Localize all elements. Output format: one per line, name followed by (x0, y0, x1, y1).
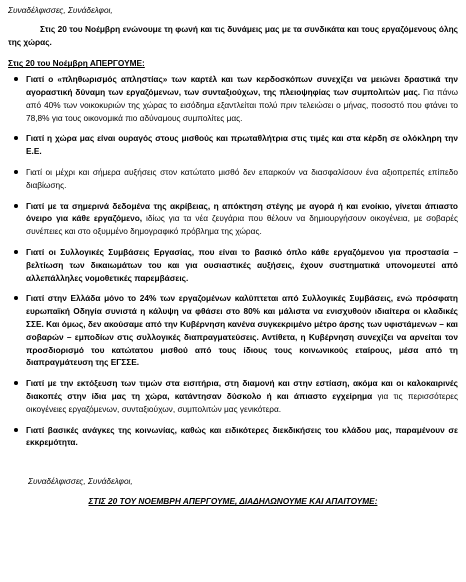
greeting: Συναδέλφισσες, Συνάδελφοι, (8, 5, 113, 15)
reason-regular-text: για τις περισσότερες οικογένειες εργαζόμενων, συνταξιούχων, συμπολιτών μας γενικότερα. (26, 390, 458, 414)
strike-heading-text: Στις 20 του Νοέμβρη ΑΠΕΡΓΟΥΜΕ: (8, 58, 145, 69)
reason-bold-text: Γιατί βασικές ανάγκες της κοινωνίας, καθώς και ειδικότερες διεκδικήσεις του κλάδου μας, παραμένουν σε εκκρεμότητα. (26, 424, 458, 448)
reason-item (8, 292, 458, 369)
reason-item (8, 73, 458, 124)
reason-item (8, 424, 458, 450)
reason-item (8, 166, 458, 192)
reason-item (8, 246, 458, 284)
intro-paragraph: Στις 20 του Νοέμβρη ενώνουμε τη φωνή και τις δυνάμεις μας με τα συνδικάτα και τους εργαζόμενους όλης της χώρας. (8, 23, 458, 47)
reason-bold-text: Γιατί στην Ελλάδα μόνο το 24% των εργαζομένων καλύπτεται από Συλλογικές Συμβάσεις, ενώ πρόσφατη ευρωπαϊκή Οδηγία συνιστά η κάλυψη να φθάσει στο 80% και μάλιστα να ενισχυθούν ιδιαίτερα οι κλαδικές ΣΣΕ. Και όμως, δεν ακούσαμε από την Κυβέρνηση κανένα συγκεκριμένο μέτρο άρσης των υφιστάμενων – και σοβαρών – εμποδίων στις συλλογικές διαπραγματεύσεις. Αντίθετα, η Κυβέρνηση συνεχίζει να αρνείται τον προσδιορισμό του κατώτατου μισθού από τους ίδιους τους κοινωνικούς εταίρους, μέσα από τη διαπραγμάτευση της ΕΓΣΣΕ. (26, 293, 458, 368)
reason-regular-text: Γιατί οι μέχρι και σήμερα αυξήσεις στον κατώτατο μισθό δεν επαρκούν να διασφαλίσουν ένα αξιοπρεπές επίπεδο διαβίωσης. (26, 166, 458, 190)
reason-bold-text: Γιατί οι Συλλογικές Συμβάσεις Εργασίας, που είναι το βασικό όπλο κάθε εργαζόμενου για προστασία – βελτίωση των δικαιωμάτων του και για ουσιαστικές αυξήσεις, έχουν συστηματικά υπονομευτεί από αλλεπάλληλες νομοθετικές παρεμβάσεις. (26, 246, 458, 283)
reason-item (8, 132, 458, 158)
reason-bold-text: Γιατί ο «πληθωρισμός απληστίας» των καρτέλ και των κερδοσκόπων συνεχίζει να μειώνει δραστικά την αγοραστική δύναμη των εργαζόμενων, των συνταξιούχων, της πλειοψηφίας των συμπολιτών μας. (26, 74, 458, 97)
final-demand: ΣΤΙΣ 20 ΤΟΥ ΝΟΕΜΒΡΗ ΑΠΕΡΓΟΥΜΕ, ΔΙΑΔΗΛΩΝΟΥΜΕ ΚΑΙ ΑΠΑΙΤΟΥΜΕ: (88, 495, 378, 506)
reason-bold-text: Γιατί με τα σημερινά δεδομένα της ακρίβειας, η απόκτηση στέγης με αγορά ή και ενοίκιο, γίνεται άπιαστο όνειρο για κάθε εργαζόμενο, (26, 200, 458, 224)
reason-item (8, 200, 458, 238)
closing-greeting: Συναδέλφισσες, Συνάδελφοι, (28, 476, 133, 487)
reason-regular-text: ιδίως για τα νέα ζευγάρια που θέλουν να δημιουργήσουν οικογένεια, με σοβαρές συνέπειες και στο οξυμμένο δημογραφικό πρόβλημα της χώρας. (26, 213, 458, 237)
reason-bold-text: Γιατί η χώρα μας είναι ουραγός στους μισθούς και πρωταθλήτρια στις τιμές και στα κέρδη σε ολόκληρη την Ε.Ε. (26, 133, 458, 157)
reasons-list (8, 73, 458, 449)
reason-regular-text: Για πάνω από 40% των νοικοκυριών της χώρας το εισόδημα εξαντλείται πολύ πριν τελειώσει ο μήνας, ποσοστό που φτάνει το 78,8% για τους οικονομικά πιο αδύναμους συμπολίτες μας. (26, 86, 458, 123)
reason-bold-text: Γιατί με την εκτόξευση των τιμών στα εισιτήρια, στη διαμονή και στην εστίαση, ακόμα και οι καλοκαιρινές διακοπές στην ίδια μας τη χώρα, κατάντησαν δύσκολο ή και άπιαστο εγχείρημα (26, 378, 458, 401)
reason-item (8, 377, 458, 415)
strike-heading (8, 57, 458, 70)
